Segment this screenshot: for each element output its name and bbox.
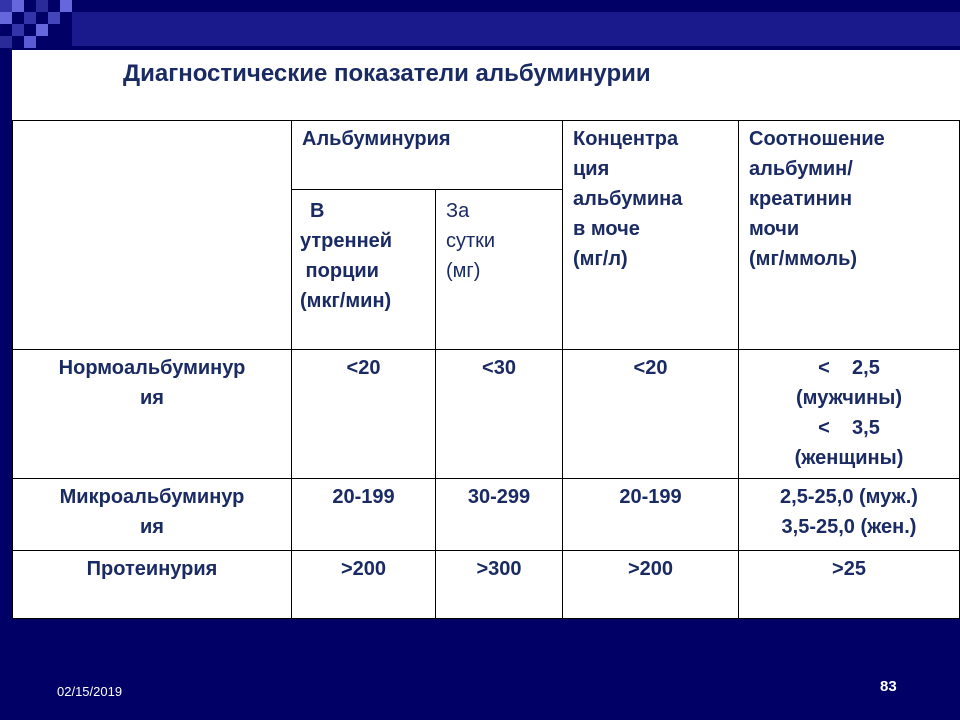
row-label-microalbuminuria: Микроальбуминур ия <box>12 478 292 551</box>
cell-ratio: >25 <box>738 550 960 619</box>
row-label-normoalbuminuria: Нормоальбуминур ия <box>12 349 292 479</box>
header-daily: За сутки (мг) <box>435 189 563 350</box>
decor-square <box>24 36 36 48</box>
decor-square <box>12 0 24 12</box>
header-concentration: Концентра ция альбумина в моче (мг/л) <box>562 120 739 350</box>
cell-concentration: 20-199 <box>562 478 739 551</box>
decor-square <box>0 12 12 24</box>
decor-square <box>60 0 72 12</box>
cell-morning: 20-199 <box>291 478 436 551</box>
decor-square <box>36 0 48 12</box>
footer-date: 02/15/2019 <box>57 684 123 699</box>
decor-square <box>0 0 12 12</box>
cell-ratio: 2,5-25,0 (муж.) 3,5-25,0 (жен.) <box>738 478 960 551</box>
table-corner-cell <box>12 120 292 350</box>
decor-square <box>12 24 24 36</box>
decor-bar <box>72 12 960 46</box>
header-morning-portion: В утренней порции (мкг/мин) <box>291 189 436 350</box>
decor-square <box>24 12 36 24</box>
cell-concentration: >200 <box>562 550 739 619</box>
cell-morning: <20 <box>291 349 436 479</box>
decor-square <box>0 36 12 48</box>
page-number: 83 <box>880 678 897 695</box>
cell-daily: >300 <box>435 550 563 619</box>
decor-square <box>48 12 60 24</box>
header-ratio: Соотношение альбумин/ креатинин мочи (мг/ммоль) <box>738 120 960 350</box>
page-title: Диагностические показатели альбуминурии <box>123 60 651 87</box>
cell-daily: <30 <box>435 349 563 479</box>
cell-concentration: <20 <box>562 349 739 479</box>
cell-ratio: < 2,5 (мужчины) < 3,5 (женщины) <box>738 349 960 479</box>
header-albuminuria: Альбуминурия <box>291 120 563 190</box>
row-label-proteinuria: Протеинурия <box>12 550 292 619</box>
cell-morning: >200 <box>291 550 436 619</box>
cell-daily: 30-299 <box>435 478 563 551</box>
decor-square <box>36 24 48 36</box>
